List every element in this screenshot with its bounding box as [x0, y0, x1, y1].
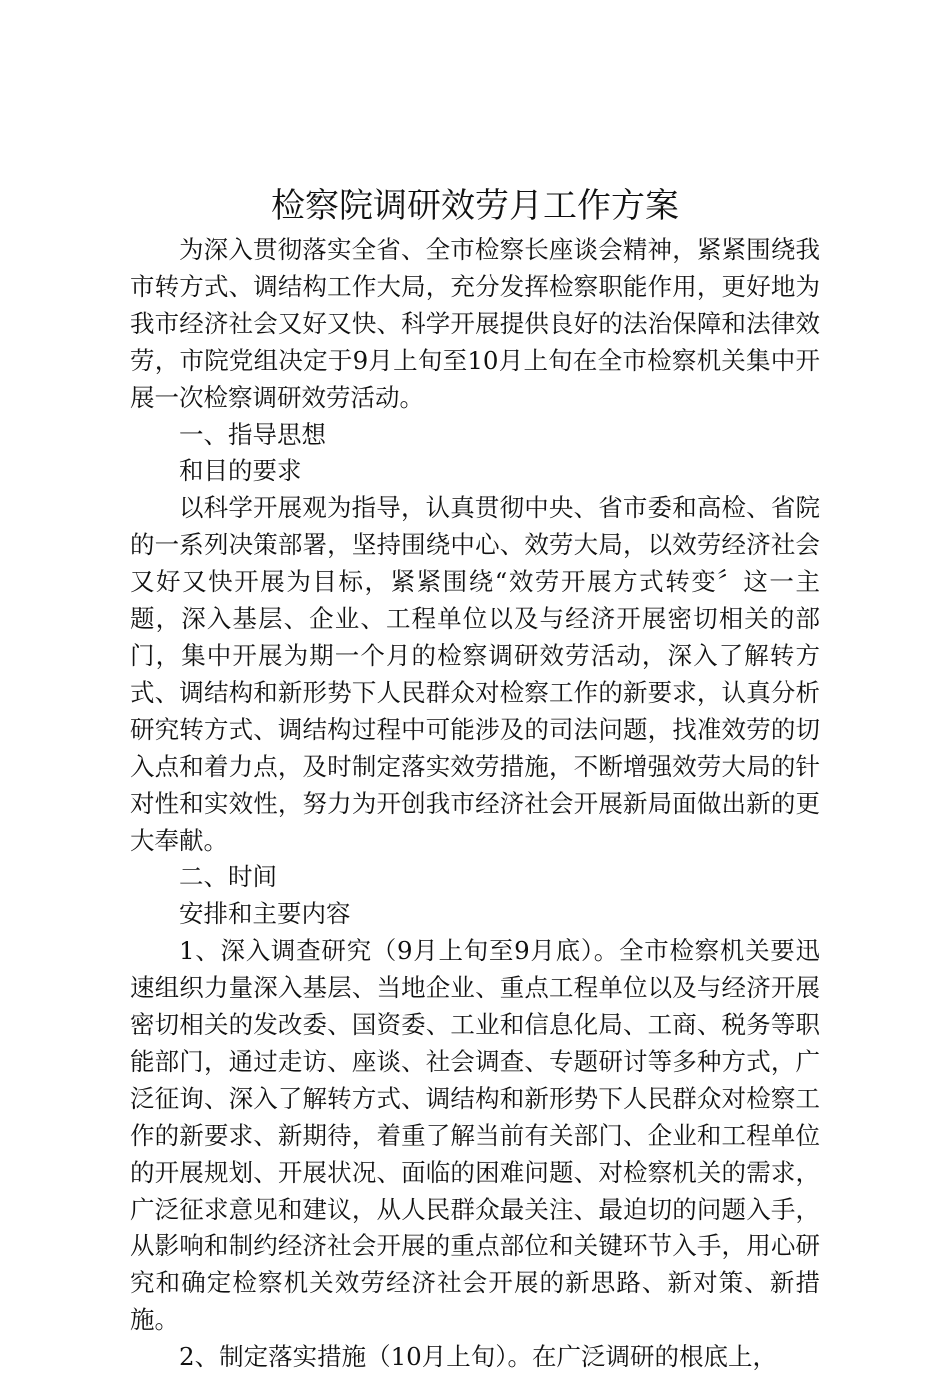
paragraph-item-1: 1、深入调查研究（9月上旬至9月底）。全市检察机关要迅速组织力量深入基层、当地企业、重点工程单位以及与经济开展密切相关的发改委、国资委、工业和信息化局、工商、税务等职能部门，通过走访、座谈、社会调查、专题研讨等多种方式，广泛征询、深入了解转方式、调结构和新形势下人民群众对检察工作的新要求、新期待，着重了解当前有关部门、企业和工程单位的开展规划、开展状况、面临的困难问题、对检察机关的需求，广泛征求意见和建议，从人民群众最关注、最迫切的问题入手，从影响和制约经济社会开展的重点部位和关键环节入手，用心研究和确定检察机关效劳经济社会开展的新思路、新对策、新措施。: [130, 936, 820, 1335]
document-title: 检察院调研效劳月工作方案: [271, 186, 679, 226]
document-body: [130, 232, 820, 1376]
section-heading-time: 二、时间: [179, 862, 277, 892]
paragraph-guiding-ideology: 以科学开展观为指导，认真贯彻中央、省市委和高检、省院的一系列决策部署，坚持围绕中心、效劳大局，以效劳经济社会又好又快开展为目标，紧紧围绕“效劳开展方式转变〞这一主题，深入基层、企业、工程单位以及与经济开展密切相关的部门，集中开展为期一个月的检察调研效劳活动，深入了解转方式、调结构和新形势下人民群众对检察工作的新要求，认真分析研究转方式、调结构过程中可能涉及的司法问题，找准效劳的切入点和着力点，及时制定落实效劳措施，不断增强效劳大局的针对性和实效性，努力为开创我市经济社会开展新局面做出新的更大奉献。: [130, 493, 820, 855]
section-heading-arrangement: 安排和主要内容: [179, 899, 351, 929]
section-heading-objectives: 和目的要求: [179, 456, 302, 486]
paragraph-item-2: 2、制定落实措施（10月上旬）。在广泛调研的根底上，: [179, 1342, 778, 1372]
paragraph-intro: 为深入贯彻落实全省、全市检察长座谈会精神，紧紧围绕我市转方式、调结构工作大局，充分发挥检察职能作用，更好地为我市经济社会又好又快、科学开展提供良好的法治保障和法律效劳，市院党组决定于9月上旬至10月上旬在全市检察机关集中开展一次检察调研效劳活动。: [130, 235, 820, 412]
section-heading-guiding-ideology: 一、指导思想: [179, 419, 326, 449]
